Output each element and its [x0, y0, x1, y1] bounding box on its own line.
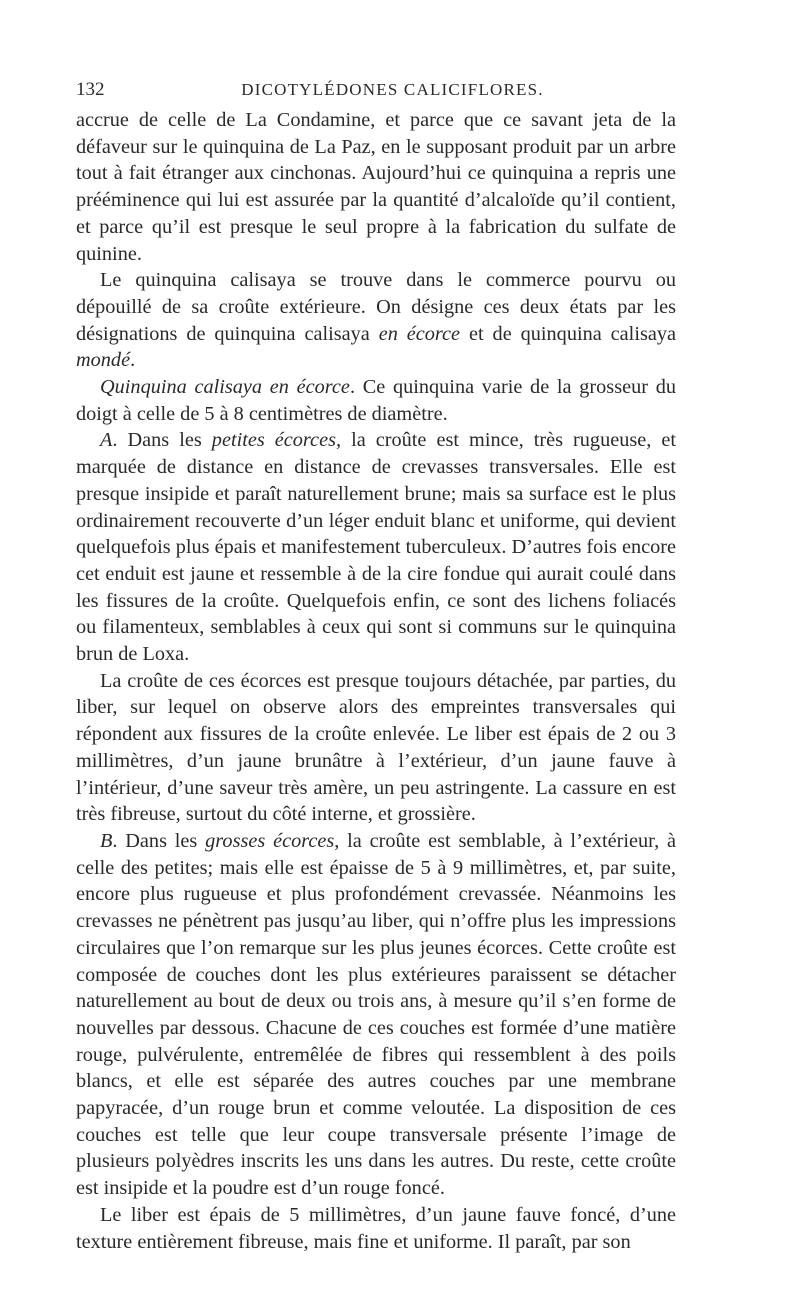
italic-run: mondé	[76, 349, 131, 372]
italic-run: Quinquina calisaya en écorce	[100, 376, 350, 399]
page-number: 132	[76, 79, 105, 100]
italic-run: grosses écorces	[205, 829, 335, 852]
italic-run: petites écorces	[211, 429, 336, 452]
text-run: . Dans les	[112, 429, 212, 452]
paragraph	[76, 374, 676, 427]
paragraph	[76, 107, 676, 267]
paragraph	[76, 427, 676, 667]
text-run: . Dans les	[112, 829, 206, 852]
paragraph	[76, 668, 676, 828]
paragraph	[76, 1202, 676, 1255]
text-run: , la croûte est semblable, à l’extérieur, à celle des petites; mais elle est épaisse de 5 à 9 millimètres, et, par suite, encore plus rugueuse et plus profondément crevassée. Néanmoins les crevasses ne pénètrent pas jusqu’au liber, qui n’offre plus les impressions circulaires que l’on remarque sur les plus jeunes écorces. Cette croûte est composée de couches dont les plus extérieures paraissent se détacher naturellement au bout de deux ou trois ans, à mesure qu’il s’en forme de nouvelles par dessous. Chacune de ces couches est formée d’une matière rouge, pulvérulente, entremêlée de fibres qui ressemblent à des poils blancs, et elle est séparée des autres couches par une membrane papyracée, d’un rouge brun et comme veloutée. La disposition de ces couches est telle que leur coupe transversale présente l’image de plusieurs polyèdres inscrits les uns dans les autres. Du reste, cette croûte est insipide et la poudre est d’un rouge foncé.	[76, 829, 676, 1200]
italic-run: B	[100, 829, 113, 852]
italic-run: A	[100, 429, 113, 452]
text-run: .	[130, 349, 136, 372]
italic-run: en écorce	[378, 322, 461, 345]
paragraph	[76, 828, 676, 1202]
text-run: La croûte de ces écorces est presque toujours détachée, par parties, du liber, sur lequel on observe alors des empreintes transversales qui répondent aux fissures de la croûte enlevée. Le liber est épais de 2 ou 3 millimètres, d’un jaune brunâtre à l’extérieur, d’un jaune fauve à l’intérieur, d’une saveur très amère, un peu astringente. La cassure en est très fibreuse, surtout du côté interne, et grossière.	[76, 669, 676, 826]
text-run: et de quinquina calisaya	[460, 322, 676, 345]
body-text	[76, 107, 676, 1255]
paragraph	[76, 267, 676, 374]
text-run: Le liber est épais de 5 millimètres, d’un jaune fauve foncé, d’une texture entièrement fibreuse, mais fine et uniforme. Il paraît, par son	[76, 1203, 676, 1253]
text-run: , la croûte est mince, très rugueuse, et marquée de distance en distance de crevasses transversales. Elle est presque insipide et paraît naturellement brune; mais sa surface est le plus ordinairement recouverte d’un léger enduit blanc et uniforme, qui devient quelquefois plus épais et manifestement tuberculeux. D’autres fois encore cet enduit est jaune et ressemble à de la cire fondue qui aurait coulé dans les fissures de la croûte. Quelquefois enfin, ce sont des lichens foliacés ou filamenteux, semblables à ceux qui sont si communs sur le quinquina brun de Loxa.	[76, 429, 676, 666]
text-run: . Ce quinquina varie de la grosseur du doigt à celle de 5 à 8 centimètres de diamètre.	[76, 376, 676, 425]
running-title: DICOTYLÉDONES CALICIFLORES.	[241, 80, 544, 99]
text-run: Le quinquina calisaya se trouve dans le commerce pourvu ou dépouillé de sa croûte extérieure. On désigne ces deux états par les désignations de quinquina calisaya	[76, 269, 676, 345]
text-run: accrue de celle de La Condamine, et parce que ce savant jeta de la défaveur sur le quinquina de La Paz, en le supposant produit par un arbre tout à fait étranger aux cinchonas. Aujourd’hui ce quinquina a repris une prééminence qui lui est assurée par la quantité d’alcaloïde qu’il contient, et parce qu’il est presque le seul propre à la fabrication du sulfate de quinine.	[76, 109, 676, 265]
page-header	[76, 76, 675, 104]
